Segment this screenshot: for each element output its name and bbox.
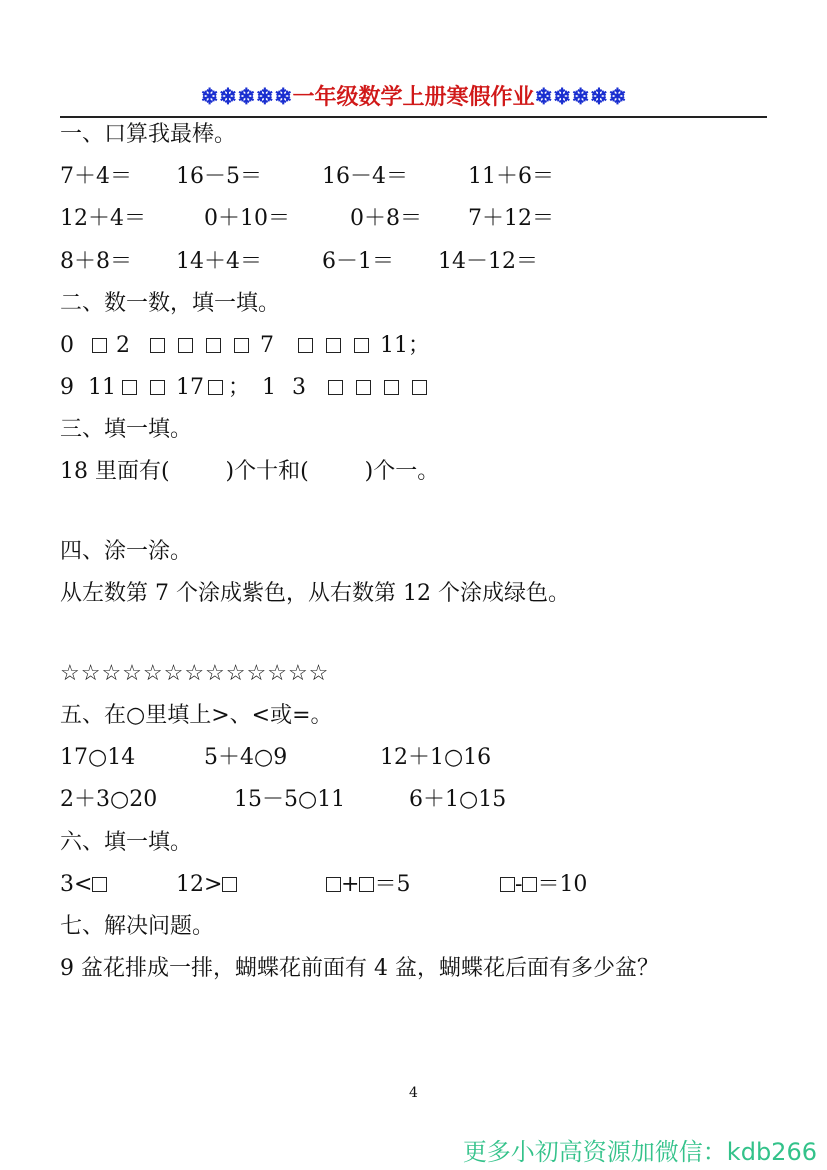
answer-box[interactable] bbox=[298, 332, 313, 360]
fill-text: - bbox=[515, 872, 523, 897]
answer-box[interactable] bbox=[208, 374, 223, 402]
calc-item: 0＋8＝ bbox=[350, 206, 422, 231]
answer-box[interactable] bbox=[92, 332, 107, 360]
answer-box[interactable] bbox=[206, 332, 221, 360]
answer-box[interactable] bbox=[222, 877, 237, 892]
snowflake-left-decoration: ❄❄❄❄❄ bbox=[200, 84, 293, 110]
calc-item: 16－4＝ bbox=[322, 164, 408, 189]
compare-item: 2＋3○20 bbox=[60, 787, 158, 812]
fill-text: ＝5 bbox=[374, 872, 411, 897]
section-2-title: 二、数一数，填一填。 bbox=[60, 291, 281, 316]
header-divider bbox=[60, 116, 767, 118]
fill-item bbox=[176, 871, 237, 899]
section-4-title: 四、涂一涂。 bbox=[60, 539, 193, 564]
page-title: 一年级数学上册寒假作业 bbox=[292, 84, 535, 110]
answer-box[interactable] bbox=[328, 374, 343, 402]
fill-text: + bbox=[341, 872, 360, 897]
watermark-text: 更多小初高资源加微信：kdb266 bbox=[462, 1138, 817, 1166]
compare-item: 15－5○11 bbox=[234, 787, 346, 812]
answer-box[interactable] bbox=[326, 332, 341, 360]
answer-box[interactable] bbox=[359, 877, 374, 892]
seq-number: 3 bbox=[292, 375, 306, 400]
seq-number: 7 bbox=[260, 333, 274, 358]
calc-item: 16－5＝ bbox=[176, 164, 262, 189]
compare-item: 5＋4○9 bbox=[204, 745, 288, 770]
answer-box[interactable] bbox=[412, 374, 427, 402]
answer-box[interactable] bbox=[234, 332, 249, 360]
seq-number: 9 bbox=[60, 375, 74, 400]
answer-box[interactable] bbox=[354, 332, 369, 360]
seq-number: 1 bbox=[262, 375, 276, 400]
compare-item: 6＋1○15 bbox=[409, 787, 507, 812]
answer-box[interactable] bbox=[356, 374, 371, 402]
section-7-question: 9 盆花排成一排，蝴蝶花前面有 4 盆，蝴蝶花后面有多少盆？ bbox=[60, 956, 659, 981]
answer-box[interactable] bbox=[326, 877, 341, 892]
answer-box[interactable] bbox=[122, 374, 137, 402]
answer-box[interactable] bbox=[384, 374, 399, 402]
calc-item: 11＋6＝ bbox=[468, 164, 554, 189]
calc-item: 6－1＝ bbox=[322, 249, 394, 274]
calc-item: 7＋4＝ bbox=[60, 164, 132, 189]
fill-item bbox=[500, 871, 587, 899]
fill-text: 3< bbox=[60, 872, 93, 897]
star-row: ☆☆☆☆☆☆☆☆☆☆☆☆☆ bbox=[60, 661, 330, 686]
answer-box[interactable] bbox=[150, 332, 165, 360]
answer-box[interactable] bbox=[500, 877, 515, 892]
section-7-title: 七、解决问题。 bbox=[60, 914, 215, 939]
answer-box[interactable] bbox=[150, 374, 165, 402]
fill-text: 12> bbox=[176, 872, 223, 897]
section-3-question: 18 里面有( )个十和( )个一。 bbox=[60, 459, 440, 484]
calc-item: 12＋4＝ bbox=[60, 206, 146, 231]
calc-item: 14＋4＝ bbox=[176, 249, 262, 274]
compare-item: 17○14 bbox=[60, 745, 136, 770]
section-3-title: 三、填一填。 bbox=[60, 417, 193, 442]
section-4-instruction: 从左数第 7 个涂成紫色，从右数第 12 个涂成绿色。 bbox=[60, 581, 570, 606]
seq-number: 11； bbox=[380, 333, 430, 358]
answer-box[interactable] bbox=[178, 332, 193, 360]
section-1-title: 一、口算我最棒。 bbox=[60, 122, 237, 147]
seq-number: 0 bbox=[60, 333, 74, 358]
seq-number: 17 bbox=[176, 375, 204, 400]
separator: ； bbox=[228, 375, 251, 400]
fill-item bbox=[60, 871, 107, 899]
seq-number: 11 bbox=[88, 375, 116, 400]
section-6-title: 六、填一填。 bbox=[60, 830, 193, 855]
snowflake-right-decoration: ❄❄❄❄❄ bbox=[534, 84, 627, 110]
page-header bbox=[60, 80, 767, 111]
answer-box[interactable] bbox=[522, 877, 537, 892]
answer-box[interactable] bbox=[92, 877, 107, 892]
calc-item: 0＋10＝ bbox=[204, 206, 290, 231]
seq-number: 2 bbox=[116, 333, 130, 358]
page-number: 4 bbox=[409, 1085, 418, 1101]
calc-item: 8＋8＝ bbox=[60, 249, 132, 274]
fill-text: ＝10 bbox=[537, 872, 588, 897]
calc-item: 7＋12＝ bbox=[468, 206, 554, 231]
calc-item: 14－12＝ bbox=[438, 249, 538, 274]
fill-item bbox=[326, 871, 410, 899]
compare-item: 12＋1○16 bbox=[380, 745, 492, 770]
section-5-title: 五、在○里填上>、<或=。 bbox=[60, 703, 333, 728]
